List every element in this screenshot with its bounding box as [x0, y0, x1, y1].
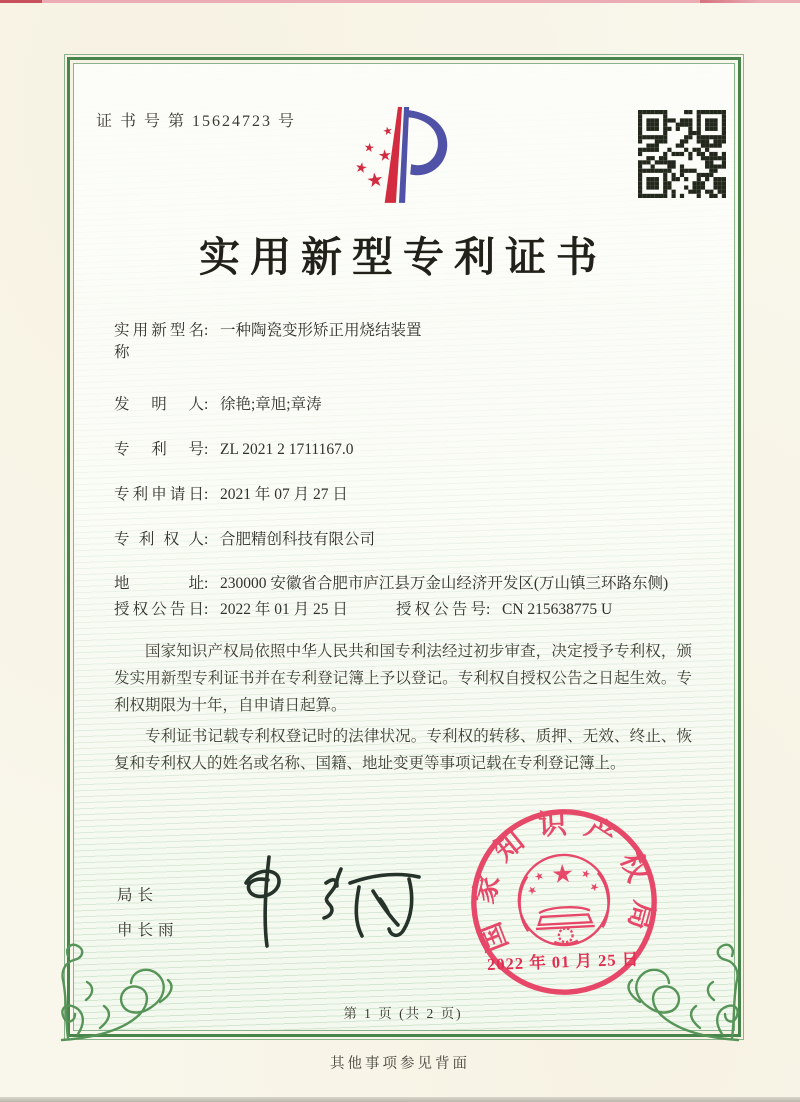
svg-text:★: ★ [579, 867, 593, 882]
national-emblem-icon [517, 853, 612, 948]
certificate-title: 实用新型专利证书 [199, 234, 607, 280]
field-label: 发明人 [114, 396, 204, 413]
field-label: 授权公告号 [396, 601, 486, 618]
svg-text:★: ★ [377, 146, 393, 166]
field-label: 地址 [114, 575, 204, 592]
scan-edge-bottom [0, 1097, 800, 1102]
legal-text [114, 638, 692, 781]
field-row-patentee: 专利权人 : 合肥精创科技有限公司 [114, 529, 696, 551]
scan-edge-top [0, 0, 800, 3]
field-value: 2021 年 07 月 27 日 [220, 486, 348, 503]
field-row-name: 实用新型名称 : 一种陶瓷变形矫正用烧结装置 [114, 320, 696, 364]
certificate-number: 证 书 号 第 15624723 号 [96, 113, 297, 130]
cnipa-logo-icon [350, 104, 452, 208]
field-value: 2022 年 01 月 25 日 [220, 601, 348, 618]
field-label: 专利申请日 [114, 486, 204, 503]
legal-paragraph-1: 国家知识产权局依照中华人民共和国专利法经过初步审查，决定授予专利权，颁发实用新型专利证书并在专利登记簿上予以登记。专利权自授权公告之日起生效。专利权期限为十年，自申请日起算。 [114, 643, 692, 714]
commissioner-title: 局长 [117, 887, 159, 904]
page-number: 第 1 页 (共 2 页) [343, 1006, 463, 1021]
svg-text:★: ★ [525, 883, 540, 899]
svg-text:★: ★ [381, 124, 395, 139]
svg-text:★: ★ [353, 159, 369, 178]
field-value: 合肥精创科技有限公司 [220, 531, 376, 548]
svg-text:★: ★ [532, 869, 547, 885]
commissioner-name: 申长雨 [117, 922, 179, 939]
seal-date: 2022 年 01 月 25 日 [486, 949, 640, 974]
qr-code [638, 110, 726, 198]
svg-text:★: ★ [587, 879, 602, 896]
field-label: 实用新型名称 [114, 322, 204, 361]
field-row-patent-number: 专利号 : ZL 2021 2 1711167.0 [114, 439, 696, 461]
field-row-grant: 授权公告日 : 2022 年 01 月 25 日 授权公告号 : CN 215638775 U [114, 599, 696, 621]
field-label: 专利权人 [114, 531, 204, 548]
field-value: CN 215638775 U [502, 601, 613, 618]
seal-agency-text: 国家知识产权局 [468, 808, 660, 956]
field-value: 徐艳;章旭;章涛 [220, 396, 322, 413]
field-value: ZL 2021 2 1711167.0 [220, 441, 354, 458]
svg-text:★: ★ [550, 858, 575, 890]
legal-paragraph-2: 专利证书记载专利权登记时的法律状况。专利权的转移、质押、无效、终止、恢复和专利权人的姓名或名称、国籍、地址变更等事项记载在专利登记簿上。 [114, 728, 692, 772]
corner-flourish-icon [56, 942, 188, 1046]
field-row-filing-date: 专利申请日 : 2021 年 07 月 27 日 [114, 484, 696, 506]
field-row-address: 地址 : 230000 安徽省合肥市庐江县万金山经济开发区(万山镇三环路东侧) [114, 573, 696, 595]
svg-text:★: ★ [365, 169, 386, 193]
back-note: 其他事项参见背面 [330, 1056, 470, 1072]
handwritten-signature [222, 853, 427, 953]
field-value: 一种陶瓷变形矫正用烧结装置 [220, 322, 422, 339]
field-label: 授权公告日 [114, 601, 204, 618]
certificate-fields [114, 320, 696, 621]
svg-text:★: ★ [362, 140, 376, 156]
field-label: 专利号 [114, 441, 204, 458]
field-row-inventors: 发明人 : 徐艳;章旭;章涛 [114, 394, 696, 416]
field-value: 230000 安徽省合肥市庐江县万金山经济开发区(万山镇三环路东侧) [220, 575, 669, 592]
